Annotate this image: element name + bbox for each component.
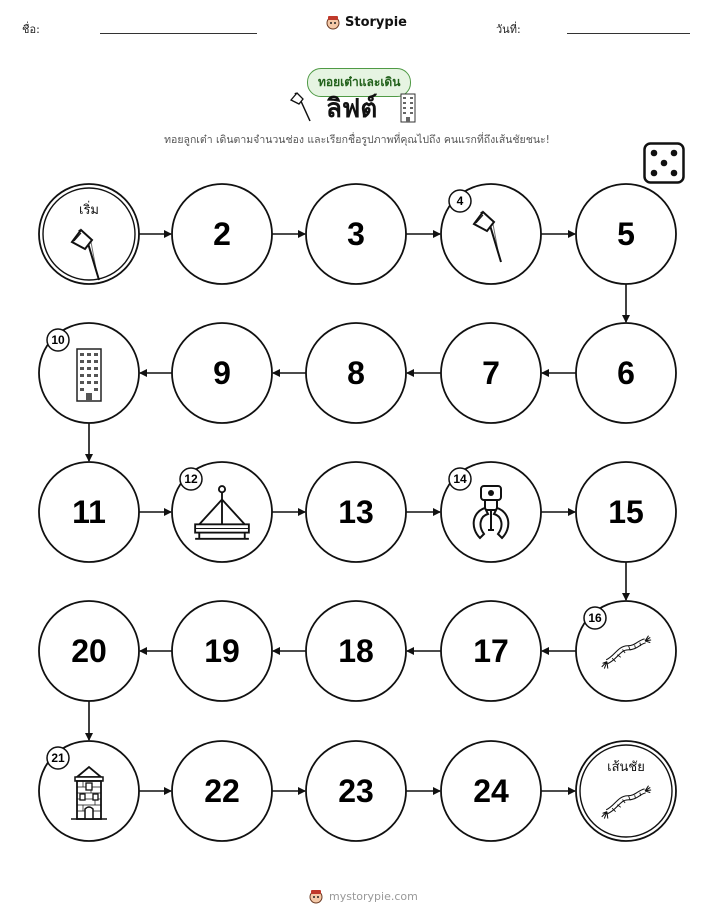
space-number: 14 <box>453 472 467 486</box>
space-number: 7 <box>482 355 500 391</box>
mascot-icon <box>308 888 324 904</box>
date-label: วันที่: <box>496 23 521 36</box>
space-number: 13 <box>338 494 374 530</box>
board-space-10[interactable] <box>39 323 139 423</box>
space-number: 9 <box>213 355 231 391</box>
board-space-6[interactable] <box>576 323 676 423</box>
space-number: 19 <box>204 633 240 669</box>
space-number: 15 <box>608 494 644 530</box>
space-number: 20 <box>71 633 107 669</box>
board-space-17[interactable] <box>441 601 541 701</box>
board-space-24[interactable] <box>441 741 541 841</box>
space-number: 23 <box>338 773 374 809</box>
space-number: 11 <box>72 494 106 530</box>
board-space-4[interactable] <box>441 184 541 284</box>
board-space-1[interactable] <box>39 184 139 284</box>
page-title: ลิฟต์ <box>326 94 378 124</box>
brand-name: Storypie <box>345 14 407 30</box>
start-label: เริ่ม <box>79 203 99 218</box>
finish-label: เส้นชัย <box>607 760 645 775</box>
board-space-19[interactable] <box>172 601 272 701</box>
building-icon <box>77 349 101 401</box>
space-number: 24 <box>473 773 509 809</box>
board-space-7[interactable] <box>441 323 541 423</box>
board-space-25[interactable] <box>576 741 676 841</box>
footer <box>308 888 418 904</box>
board-space-11[interactable] <box>39 462 139 562</box>
space-number: 12 <box>184 472 198 486</box>
space-number: 2 <box>213 216 231 252</box>
space-number: 18 <box>338 633 374 669</box>
board-space-20[interactable] <box>39 601 139 701</box>
board-space-15[interactable] <box>576 462 676 562</box>
space-circle <box>39 184 139 284</box>
space-circle <box>576 741 676 841</box>
board-space-3[interactable] <box>306 184 406 284</box>
footer-site: mystorypie.com <box>329 889 418 903</box>
board-space-13[interactable] <box>306 462 406 562</box>
space-number: 3 <box>347 216 365 252</box>
space-number: 4 <box>456 194 464 208</box>
board-space-14[interactable] <box>441 462 541 562</box>
space-number: 8 <box>347 355 365 391</box>
board-space-16[interactable] <box>576 601 676 701</box>
space-number: 10 <box>51 333 65 347</box>
space-number: 17 <box>473 633 509 669</box>
game-type-tag: ทอยเต๋าและเดิน <box>307 68 411 97</box>
board-space-2[interactable] <box>172 184 272 284</box>
space-number: 22 <box>204 773 240 809</box>
space-number: 6 <box>617 355 635 391</box>
board-space-23[interactable] <box>306 741 406 841</box>
board-space-5[interactable] <box>576 184 676 284</box>
board-space-9[interactable] <box>172 323 272 423</box>
name-label: ชื่อ: <box>22 23 40 36</box>
board-space-12[interactable] <box>172 462 272 562</box>
board-space-8[interactable] <box>306 323 406 423</box>
board-space-18[interactable] <box>306 601 406 701</box>
instructions: ทอยลูกเต๋า เดินตามจำนวนช่อง และเรียกชื่อรูปภาพที่คุณไปถึง คนแรกที่ถึงเส้นชัยชนะ! <box>164 134 550 146</box>
space-number: 5 <box>617 216 635 252</box>
board-space-22[interactable] <box>172 741 272 841</box>
board-space-21[interactable] <box>39 741 139 841</box>
space-number: 16 <box>588 611 602 625</box>
space-number: 21 <box>51 751 65 765</box>
